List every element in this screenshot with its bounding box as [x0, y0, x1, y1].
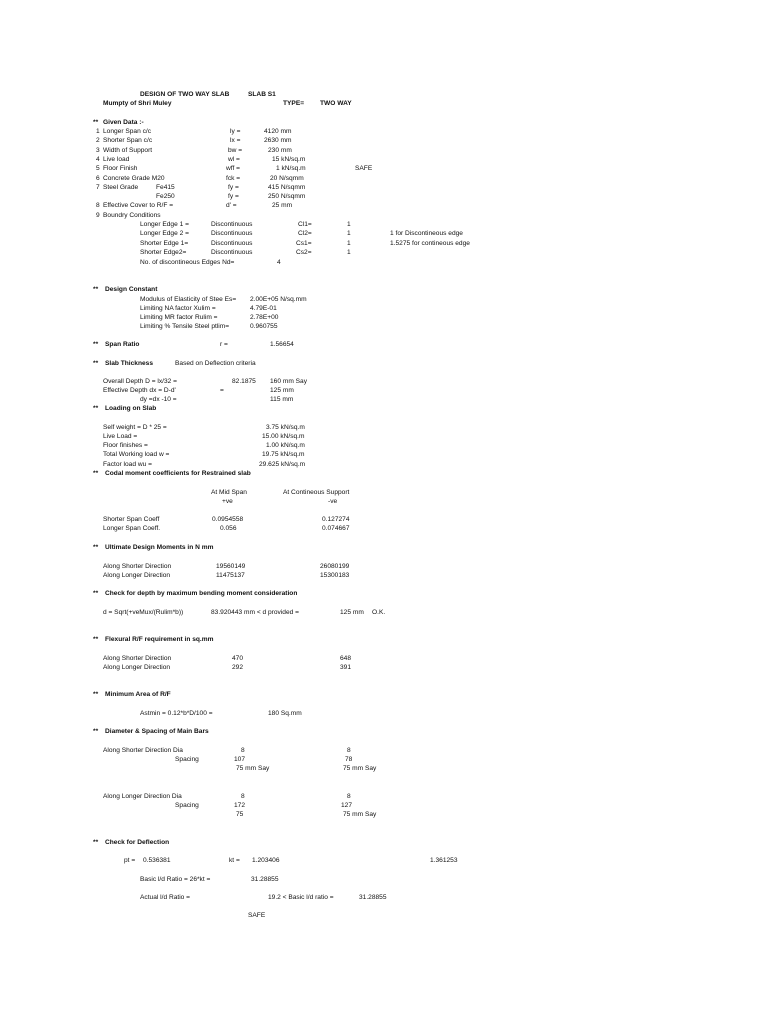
- client-name: Mumpty of Shri Muley: [103, 100, 172, 107]
- type-label: TYPE=: [283, 100, 305, 107]
- span-ratio-symbol: r =: [220, 341, 228, 348]
- depth-check-heading: Check for depth by maximum bending moment consideration: [105, 590, 298, 597]
- boundary-value: 1: [347, 221, 351, 228]
- boundary-heading: Boundry Conditions: [103, 212, 161, 219]
- boundary-condition: Discontinuous: [211, 221, 253, 228]
- span-ratio-heading: Span Ratio: [105, 341, 140, 348]
- load-label: Self weight = D * 25 =: [103, 424, 167, 431]
- star-marker: **: [93, 636, 99, 643]
- star-marker: **: [93, 360, 99, 367]
- deflection-extra-value: 1.361253: [430, 857, 458, 864]
- shorter-bar-label: Along Shorter Direction Dia: [103, 747, 183, 754]
- row-number: 4: [96, 156, 100, 163]
- load-label: Total Working load w =: [103, 451, 170, 458]
- coefficient-support: 0.127274: [322, 516, 350, 523]
- basic-ld-label: Basic l/d Ratio = 26*kt =: [140, 876, 211, 883]
- constant-label: Modulus of Elasticity of Stee Es=: [140, 296, 237, 303]
- boundary-condition: Discontinuous: [211, 230, 253, 237]
- flexural-mid: 292: [232, 664, 244, 671]
- bars-heading: Diameter & Spacing of Main Bars: [105, 728, 209, 735]
- given-value: 20 N/sqmm: [270, 175, 304, 182]
- effective-depth-label: Effective Depth dx = D-d': [103, 387, 176, 394]
- given-symbol: fck =: [226, 175, 241, 182]
- steel-grade: Fe415: [156, 184, 175, 191]
- longer-bar-label: Along Longer Direction Dia: [103, 793, 182, 800]
- basic-ld-value: 31.28855: [251, 876, 279, 883]
- star-marker: **: [93, 119, 99, 126]
- boundary-edge: Longer Edge 1 =: [140, 221, 189, 228]
- design-constant-heading: Design Constant: [105, 286, 158, 293]
- boundary-coefficient: Cs1=: [296, 240, 312, 247]
- star-marker: **: [93, 839, 99, 846]
- bar-dia: 8: [241, 793, 245, 800]
- given-symbol: ly =: [230, 128, 241, 135]
- min-area-value: 180 Sq.mm: [268, 710, 302, 717]
- moment-mid: 11475137: [216, 572, 245, 579]
- negative-sign: -ve: [328, 498, 338, 505]
- discontinuous-edges-value: 4: [277, 259, 281, 266]
- star-marker: **: [93, 341, 99, 348]
- moment-support: 26080199: [320, 563, 350, 570]
- boundary-condition: Discontinuous: [211, 240, 253, 247]
- coefficients-heading: Codal moment coefficients for Restrained slab: [105, 470, 251, 477]
- given-value: 25 mm: [272, 202, 293, 209]
- boundary-edge: Shorter Edge 1=: [140, 240, 189, 247]
- kt-value: 1.203406: [252, 857, 280, 864]
- row-number: 1: [96, 128, 100, 135]
- coefficient-label: Longer Span Coeff.: [103, 525, 161, 532]
- steel-grade: Fe250: [156, 193, 175, 200]
- mid-span-header: At Mid Span: [211, 489, 247, 496]
- bar-spacing-say: 75 mm Say: [343, 765, 377, 772]
- calculation-sheet: DESIGN OF TWO WAY SLAB SLAB S1 Mumpty of Shri Muley TYPE= TWO WAY ** Given Data :- 1 Longer Span c/c ly = 4120 mm 2 Shorter Span c/c lx = 2630 mm 3 Width of Support bw = 230 mm 4 Live load wl = 15 kN/sq.m 5 Floor Finish wff = 1 kN/sq.m SAFE 6 Concrete Grade M20 fck = 20 N/sqmm 7 Steel Grade Fe415 fy = 415 N/sqmm Fe250 fy = 250 N/sqmm 8 Effective Cover to R/F = d' = 25 mm 9 Boundry Conditions Longer Edge 1 = Discontinuous Cl1= 1 Longer Edge 2 = Discontinuous Cl2= 1 1 for Discontineous edge Shorter Edge 1= Discontinuous Cs1= 1 1.5275 for contineous edge Shorter Edge2= Discontinuous Cs2= 1 No. of discontineous Edges Nd= 4 ** Design Constant Modulus of Elasticity of Stee Es= 2.00E+05 N/sq.mm Limiting NA factor Xulim = 4.79E-01 Limiting MR factor Rulim = 2.78E+00 Limiting % Tensile Steel ptlim= 0.960755 ** Span Ratio r = 1.56654 ** Slab Thickness Based on Deflection criteria Overall Depth D = lx/32 = 82.1875 160 mm Say Effective Depth dx = D-d' = 125 mm dy =dx -10 = 115 mm ** Loading on Slab Self weight = D * 25 = 3.75 kN/sq.m Live Load = 15.00 kN/sq.m Floor finishes = 1.00 kN/sq.m Total Working load w = 19.75 kN/sq.m Factor load wu = 29.625 kN/sq.m ** Codal moment coefficients for Restrained slab At Mid Span At Contineous Support +ve -ve Shorter Span Coeff 0.0954558 0.127274 Longer Span Coeff. 0.056 0.074667 ** Ultimate Design Moments in N mm Along Shorter Direction 19560149 26080199 Along Longer Direction 11475137 15300183 ** Check for depth by maximum bending moment consideration d = Sqrt(+veMux/(Rulim*b)) 83.920443 mm < d provided = 125 mm O.K. ** Flexural R/F requirement in sq.mm Along Shorter Direction 470 648 Along Longer Direction 292 391 ** Minimum Area of R/F Astmin = 0.12*b*D/100 = 180 Sq.mm ** Diameter & Spacing of Main Bars Along Shorter Direction Dia 8 8 Spacing 107 78 75 mm Say 75 mm Say Along Longer Direction Dia 8 8 Spacing 172 127 75 75 mm Say ** Check for Deflection pt = 0.536381 kt = 1.203406 1.361253 Basic l/d Ratio = 26*kt = 31.28855 Actual l/d Ratio = 19.2 < Basic l/d ratio = 31.28855 SAFE: [93, 91, 470, 919]
- load-label: Factor load wu =: [103, 461, 152, 468]
- depth-result: O.K.: [372, 609, 386, 616]
- flexural-mid: 470: [232, 655, 244, 662]
- discontinuous-edges-label: No. of discontineous Edges Nd=: [140, 259, 235, 266]
- boundary-edge: Shorter Edge2=: [140, 249, 187, 256]
- depth-calc: 83.920443 mm < d provided =: [211, 609, 299, 616]
- safe-status: SAFE: [355, 165, 373, 172]
- bar-spacing: 127: [341, 802, 353, 809]
- load-value: 15.00 kN/sq.m: [262, 433, 305, 440]
- given-value: 4120 mm: [264, 128, 292, 135]
- flexural-support: 648: [340, 655, 352, 662]
- overall-depth-value: 160 mm Say: [270, 378, 308, 385]
- boundary-value: 1: [347, 230, 351, 237]
- coefficient-mid: 0.056: [220, 525, 237, 532]
- flexural-support: 391: [340, 664, 352, 671]
- given-value: 230 mm: [268, 147, 292, 154]
- deflection-result: SAFE: [248, 912, 266, 919]
- boundary-value: 1: [347, 240, 351, 247]
- load-value: 1.00 kN/sq.m: [266, 442, 305, 449]
- constant-value: 0.960755: [250, 323, 278, 330]
- dy-label: dy =dx -10 =: [140, 396, 177, 403]
- constant-value: 4.79E-01: [250, 305, 277, 312]
- boundary-note: 1.5275 for contineous edge: [390, 240, 470, 247]
- span-ratio-value: 1.56654: [270, 341, 294, 348]
- pt-value: 0.536381: [143, 857, 171, 864]
- load-label: Floor finishes =: [103, 442, 148, 449]
- spacing-label: Spacing: [175, 802, 199, 809]
- constant-value: 2.78E+00: [250, 314, 279, 321]
- moment-label: Along Longer Direction: [103, 572, 171, 579]
- star-marker: **: [93, 544, 99, 551]
- continuous-support-header: At Contineous Support: [283, 489, 350, 496]
- bar-spacing: 107: [234, 756, 246, 763]
- depth-provided: 125 mm: [340, 609, 364, 616]
- bar-spacing-say: 75 mm Say: [236, 765, 270, 772]
- moment-label: Along Shorter Direction: [103, 563, 172, 570]
- load-value: 29.625 kN/sq.m: [259, 461, 306, 468]
- spacing-label: Spacing: [175, 756, 199, 763]
- given-label: Live load: [103, 156, 130, 163]
- coefficient-mid: 0.0954558: [212, 516, 244, 523]
- moments-heading: Ultimate Design Moments in N mm: [105, 544, 214, 551]
- boundary-coefficient: Cl1=: [298, 221, 312, 228]
- constant-label: Limiting NA factor Xulim =: [140, 305, 216, 312]
- row-number: 6: [96, 175, 100, 182]
- row-number: 8: [96, 202, 100, 209]
- star-marker: **: [93, 728, 99, 735]
- actual-ld-value: 31.28855: [359, 894, 387, 901]
- slab-thickness-heading: Slab Thickness: [105, 360, 154, 367]
- actual-ld-calc: 19.2 < Basic l/d ratio =: [268, 894, 334, 901]
- given-symbol: wff =: [226, 165, 240, 172]
- actual-ld-label: Actual l/d Ratio =: [140, 894, 191, 901]
- kt-label: kt =: [229, 857, 240, 864]
- bar-dia: 8: [347, 793, 351, 800]
- star-marker: **: [93, 405, 99, 412]
- boundary-edge: Longer Edge 2 =: [140, 230, 189, 237]
- bar-spacing-say: 75: [236, 811, 244, 818]
- coefficient-support: 0.074667: [322, 525, 350, 532]
- row-number: 5: [96, 165, 100, 172]
- row-number: 7: [96, 184, 100, 191]
- star-marker: **: [93, 691, 99, 698]
- positive-sign: +ve: [222, 498, 233, 505]
- given-symbol: d' =: [226, 202, 237, 209]
- boundary-condition: Discontinuous: [211, 249, 253, 256]
- effective-depth-value: 125 mm: [270, 387, 294, 394]
- given-value: 1 kN/sq.m: [276, 165, 306, 172]
- pt-label: pt =: [124, 857, 136, 864]
- star-marker: **: [93, 470, 99, 477]
- overall-depth-label: Overall Depth D = lx/32 =: [103, 378, 178, 385]
- flexural-label: Along Shorter Direction: [103, 655, 172, 662]
- slab-id: SLAB S1: [248, 91, 276, 98]
- boundary-coefficient: Cs2=: [296, 249, 312, 256]
- load-value: 19.75 kN/sq.m: [262, 451, 305, 458]
- depth-formula: d = Sqrt(+veMux/(Rulim*b)): [103, 609, 184, 616]
- design-title: DESIGN OF TWO WAY SLAB: [140, 91, 230, 98]
- moment-support: 15300183: [320, 572, 350, 579]
- dy-value: 115 mm: [270, 396, 294, 403]
- given-label: Concrete Grade M20: [103, 175, 165, 182]
- row-number: 3: [96, 147, 100, 154]
- given-label: Longer Span c/c: [103, 128, 152, 135]
- bar-spacing: 172: [234, 802, 246, 809]
- boundary-value: 1: [347, 249, 351, 256]
- bar-spacing-say: 75 mm Say: [343, 811, 377, 818]
- given-value: 250 N/sqmm: [268, 193, 306, 200]
- constant-value: 2.00E+05 N/sq.mm: [250, 296, 307, 303]
- effective-depth-equals: =: [220, 387, 224, 394]
- bar-dia: 8: [347, 747, 351, 754]
- given-label: Shorter Span c/c: [103, 137, 153, 144]
- given-label: Floor Finish: [103, 165, 138, 172]
- boundary-note: 1 for Discontineous edge: [390, 230, 463, 237]
- given-value: 415 N/sqmm: [268, 184, 306, 191]
- flexural-heading: Flexural R/F requirement in sq.mm: [105, 636, 214, 643]
- constant-label: Limiting % Tensile Steel ptlim=: [140, 323, 230, 330]
- load-label: Live Load =: [103, 433, 138, 440]
- constant-label: Limiting MR factor Rulim =: [140, 314, 218, 321]
- type-value: TWO WAY: [320, 100, 352, 107]
- star-marker: **: [93, 286, 99, 293]
- bar-dia: 8: [241, 747, 245, 754]
- boundary-coefficient: Cl2=: [298, 230, 312, 237]
- load-value: 3.75 kN/sq.m: [266, 424, 305, 431]
- given-data-heading: Given Data :-: [103, 119, 144, 126]
- flexural-label: Along Longer Direction: [103, 664, 171, 671]
- given-label: Effective Cover to R/F =: [103, 202, 174, 209]
- star-marker: **: [93, 590, 99, 597]
- loading-heading: Loading on Slab: [105, 405, 157, 412]
- min-area-heading: Minimum Area of R/F: [105, 691, 171, 698]
- given-value: 15 kN/sq.m: [272, 156, 306, 163]
- given-symbol: fy =: [228, 184, 239, 191]
- given-symbol: fy =: [228, 193, 239, 200]
- given-symbol: wl =: [228, 156, 240, 163]
- given-symbol: lx =: [230, 137, 241, 144]
- given-label: Width of Support: [103, 147, 153, 154]
- thickness-basis: Based on Deflection criteria: [175, 360, 256, 367]
- given-label: Steel Grade: [103, 184, 139, 191]
- given-symbol: bw =: [228, 147, 243, 154]
- bar-spacing: 78: [345, 756, 353, 763]
- overall-depth-calc: 82.1875: [232, 378, 256, 385]
- deflection-heading: Check for Deflection: [105, 839, 170, 846]
- moment-mid: 19560149: [216, 563, 246, 570]
- coefficient-label: Shorter Span Coeff: [103, 516, 160, 523]
- min-area-label: Astmin = 0.12*b*D/100 =: [140, 710, 213, 717]
- row-number: 2: [96, 137, 100, 144]
- given-value: 2630 mm: [264, 137, 292, 144]
